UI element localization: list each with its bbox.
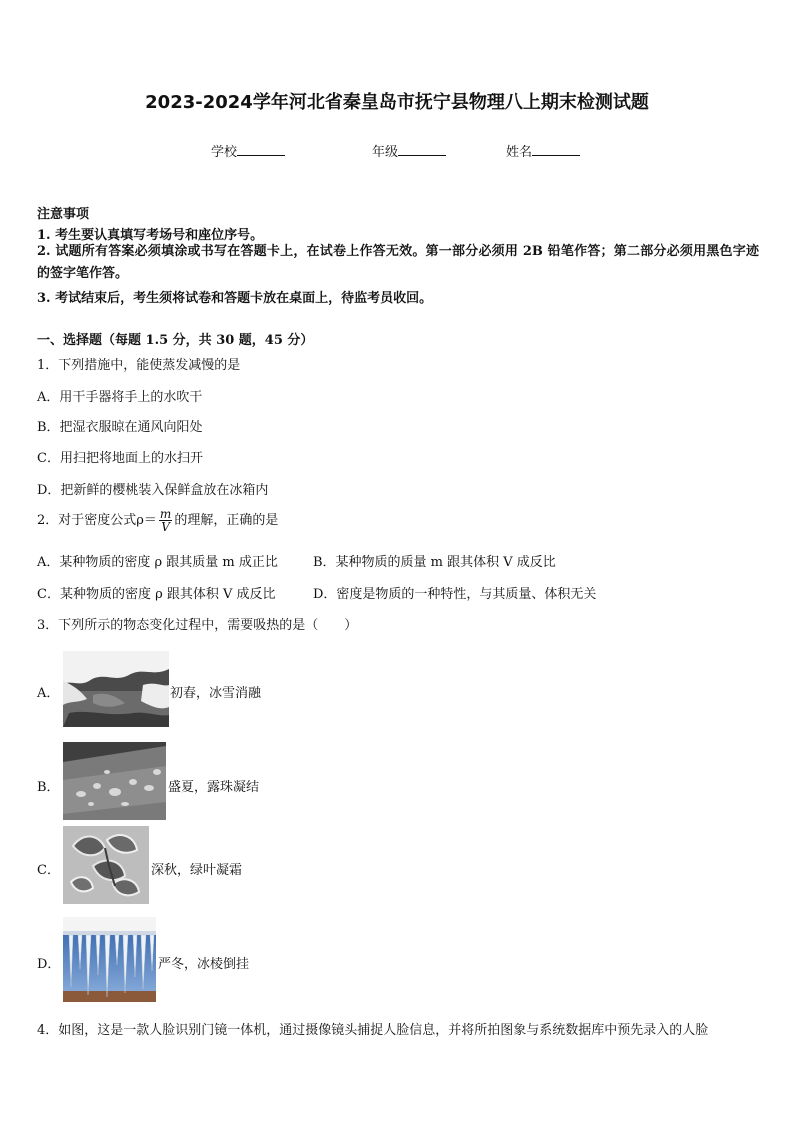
q2-option-d: D．密度是物质的一种特性，与其质量、体积无关 [313, 587, 597, 602]
q2-stem-pre: 2．对于密度公式ρ＝ [37, 513, 157, 528]
frosted-leaves-photo [63, 826, 149, 904]
notice-item-3: 3. 考试结束后，考生须将试卷和答题卡放在桌面上，待监考员收回。 [37, 291, 433, 306]
q2-option-b: B．某种物质的质量 m 跟其体积 V 成反比 [313, 555, 556, 570]
grade-blank[interactable] [398, 143, 446, 156]
grade-label: 年级 [372, 145, 399, 160]
q3-option-d-text: 严冬，冰棱倒挂 [158, 957, 250, 972]
name-field [506, 141, 580, 160]
notice-heading: 注意事项 [37, 207, 90, 222]
notice-item-1: 1. 考生要认真填写考场号和座位序号。 [37, 228, 264, 243]
school-blank[interactable] [237, 143, 285, 156]
q1-option-b: B．把湿衣服晾在通风向阳处 [37, 420, 203, 435]
q3-option-b-text: 盛夏，露珠凝结 [168, 780, 260, 795]
fraction-denominator: V [161, 520, 170, 534]
melting-snow-photo [63, 651, 169, 727]
icicles-photo [63, 917, 156, 1002]
q2-option-a: A．某种物质的密度 ρ 跟其质量 m 成正比 [37, 555, 278, 570]
frosted-leaves-icon [63, 826, 149, 904]
melting-snow-icon [63, 651, 169, 727]
q4-stem: 4．如图，这是一款人脸识别门镜一体机，通过摄像镜头捕捉人脸信息，并将所拍图象与系统数据库中预先录入的人脸 [37, 1023, 709, 1038]
school-label: 学校 [211, 145, 238, 160]
density-fraction [159, 508, 172, 533]
dew-drops-icon [63, 742, 166, 820]
fraction-numerator: m [159, 507, 172, 521]
q1-option-d: D．把新鲜的樱桃装入保鲜盒放在冰箱内 [37, 483, 269, 498]
q3-option-d-letter: D． [37, 957, 61, 972]
notice-item-2: 2. 试题所有答案必须填涂或书写在答题卡上，在试卷上作答无效。第一部分必须用 2B 铅笔作答；第二部分必须用黑色字迹的签字笔作答。 [37, 244, 759, 281]
q3-option-c-letter: C． [37, 863, 60, 878]
q3-option-a-letter: A． [37, 686, 60, 701]
q3-option-a-text: 初春，冰雪消融 [170, 686, 262, 701]
dew-drops-photo [63, 742, 166, 820]
q1-option-c: C．用扫把将地面上的水扫开 [37, 451, 203, 466]
q2-stem-post: 的理解，正确的是 [174, 513, 279, 528]
q3-stem: 3．下列所示的物态变化过程中，需要吸热的是（ ） [37, 618, 358, 633]
page-title: 2023-2024学年河北省秦皇岛市抚宁县物理八上期末检测试题 [145, 92, 649, 113]
q3-option-c-text: 深秋，绿叶凝霜 [151, 863, 243, 878]
q2-stem [37, 508, 278, 533]
q1-option-a: A．用干手器将手上的水吹干 [37, 390, 203, 405]
name-blank[interactable] [532, 143, 580, 156]
icicles-icon [63, 917, 156, 1002]
section-heading: 一、选择题（每题 1.5 分，共 30 题，45 分） [37, 333, 314, 348]
school-field [211, 141, 285, 160]
grade-field [372, 141, 446, 160]
name-label: 姓名 [506, 145, 533, 160]
q3-option-b-letter: B． [37, 780, 60, 795]
q2-option-c: C．某种物质的密度 ρ 跟其体积 V 成反比 [37, 587, 276, 602]
q1-stem: 1．下列措施中，能使蒸发减慢的是 [37, 358, 241, 373]
